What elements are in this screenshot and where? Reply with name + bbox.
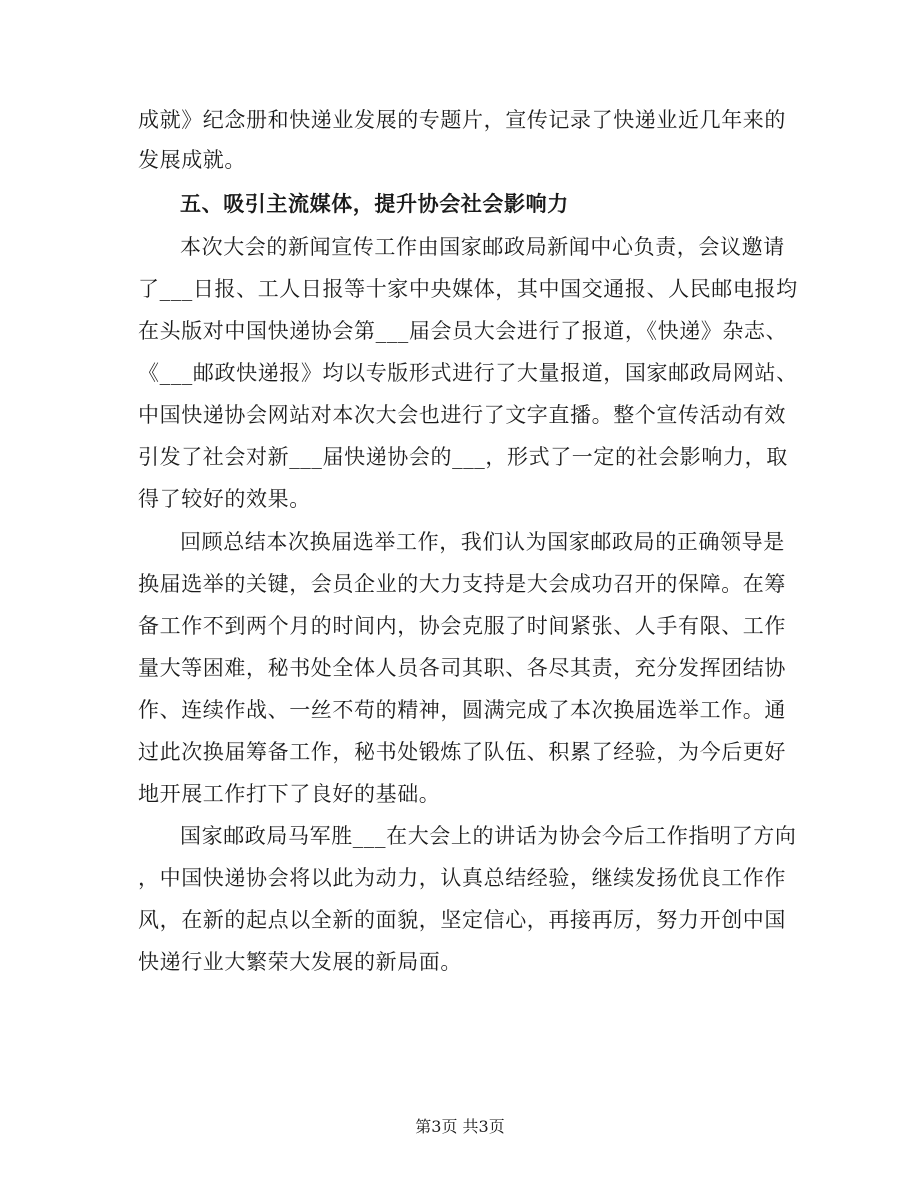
text-line: 发展成就。 xyxy=(138,148,246,172)
text-line: 备工作不到两个月的时间内，协会克服了时间紧张、人手有限、工作 xyxy=(138,614,786,638)
text-line: 引发了社会对新___届快递协会的___，形式了一定的社会影响力，取 xyxy=(138,445,788,469)
text-line: 在头版对中国快递协会第___届会员大会进行了报道，《快递》杂志、 xyxy=(138,319,788,343)
text-line: 快递行业大繁荣大发展的新局面。 xyxy=(138,950,462,974)
text-line: 地开展工作打下了良好的基础。 xyxy=(138,782,441,806)
text-line: 了___日报、工人日报等十家中央媒体，其中国交通报、人民邮电报均 xyxy=(138,277,798,301)
text-line: 回顾总结本次换届选举工作，我们认为国家邮政局的正确领导是 xyxy=(180,530,785,554)
text-line: 中国快递协会网站对本次大会也进行了文字直播。整个宣传活动有效 xyxy=(138,403,786,427)
text-line: 本次大会的新闻宣传工作由国家邮政局新闻中心负责，会议邀请 xyxy=(180,235,785,259)
text-line: 风，在新的起点以全新的面貌，坚定信心，再接再厉，努力开创中国 xyxy=(138,908,786,932)
text-line: 国家邮政局马军胜___在大会上的讲话为协会今后工作指明了方向 xyxy=(180,824,797,848)
text-line: 量大等困难，秘书处全体人员各司其职、各尽其责，充分发挥团结协 xyxy=(138,656,786,680)
text-line: ，中国快递协会将以此为动力，认真总结经验，继续发扬优良工作作 xyxy=(138,866,786,890)
section-heading: 五、吸引主流媒体，提升协会社会影响力 xyxy=(180,191,569,216)
text-line: 作、连续作战、一丝不苟的精神，圆满完成了本次换届选举工作。通 xyxy=(138,698,786,722)
page-number: 第3页 共3页 xyxy=(415,1117,505,1136)
text-line: 《___邮政快递报》均以专版形式进行了大量报道，国家邮政局网站、 xyxy=(138,361,798,385)
text-line: 得了较好的效果。 xyxy=(138,487,311,511)
text-line: 过此次换届筹备工作，秘书处锻炼了队伍、积累了经验，为今后更好 xyxy=(138,740,786,764)
text-line: 换届选举的关键，会员企业的大力支持是大会成功召开的保障。在筹 xyxy=(138,572,786,596)
text-line: 成就》纪念册和快递业发展的专题片，宣传记录了快递业近几年来的 xyxy=(138,108,786,132)
